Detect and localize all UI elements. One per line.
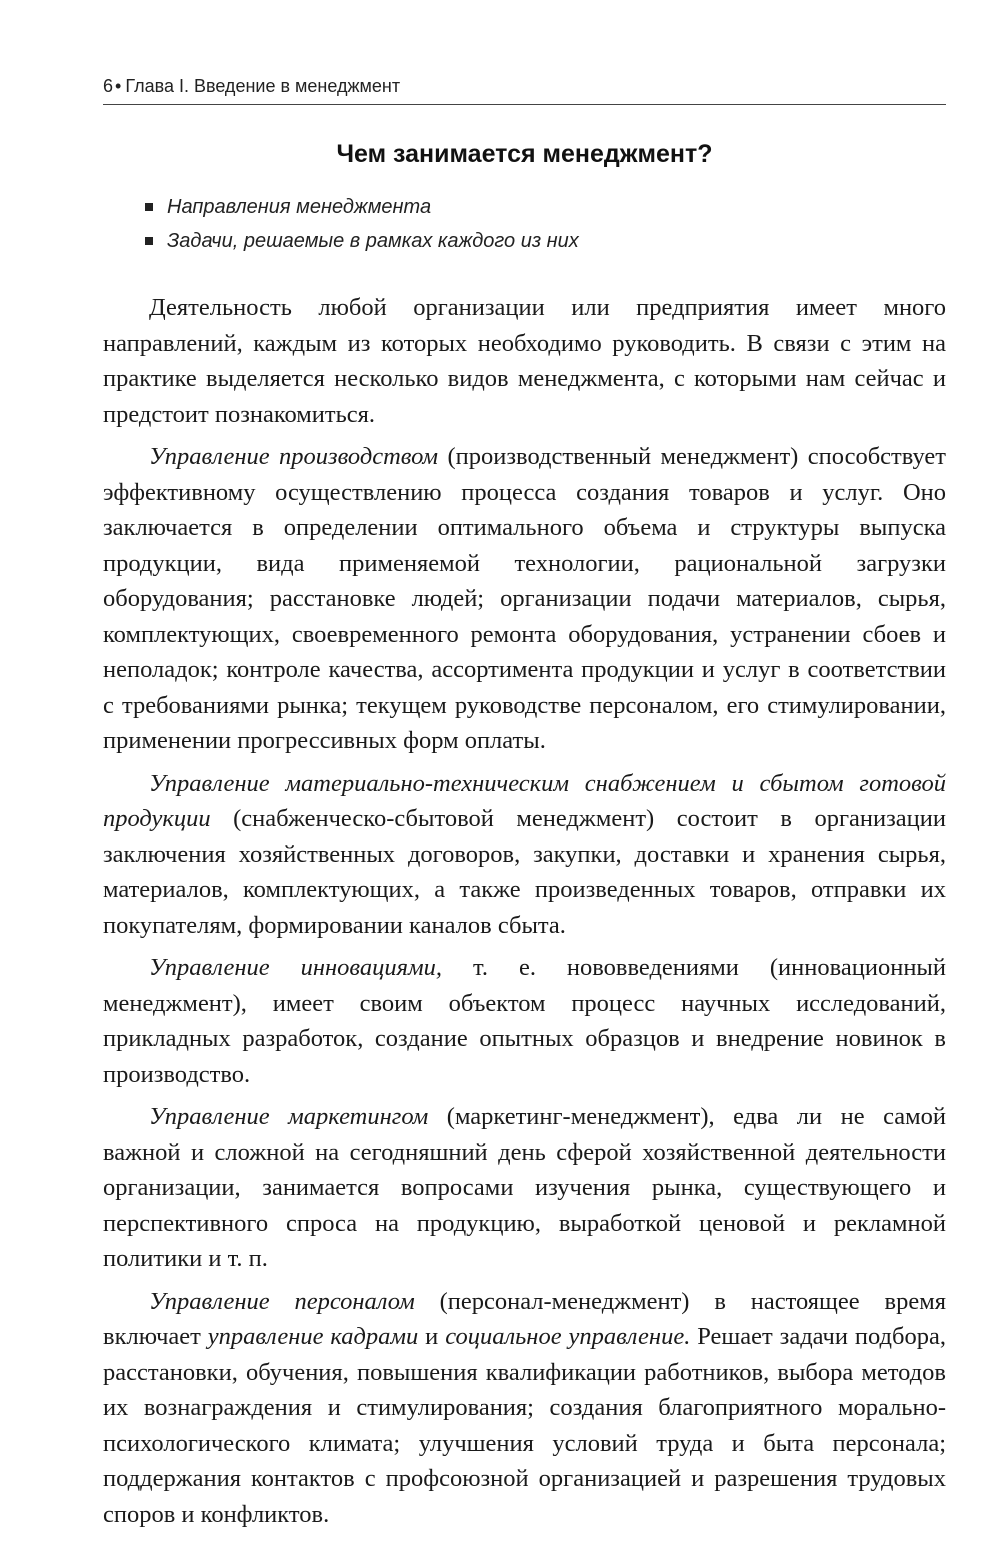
paragraph-personnel [103,1284,946,1533]
topic-item [145,190,579,224]
paragraph-text: (производственный менеджмент) способствует эффективному осуществлению процесса создания товаров и услуг. Оно заключается в определении оптимального объема и структуры выпуска продукции, вида применяемой технологии, рациональной загрузки оборудования; расстановке людей; организации подачи материалов, сырья, комплектующих, своевременного ремонта оборудования, устранении сбоев и неполадок; контроле качества, ассортимента продукции и услуг в соответствии с требованиями рынка; текущем руководстве персоналом, его стимулировании, применении прогрессивных форм оплаты. [103,443,946,754]
paragraph-text: (снабженческо-сбытовой менеджмент) состоит в организации заключения хозяйственных договоров, закупки, доставки и хранения сырья, материалов, комплектующих, а также произведенных товаров, отправки их покупателям, формировании каналов сбыта. [103,805,946,939]
paragraph-innovation [103,950,946,1092]
square-bullet-icon [145,237,153,245]
term-social: социальное управление. [445,1323,691,1350]
paragraph-text: и [418,1323,446,1350]
paragraph-text: Деятельность любой организации или предприятия имеет много направлений, каждым из которых необходимо руководить. В связи с этим на практике выделяется несколько видов менеджмента, с которыми нам сейчас и предстоит познакомиться. [103,294,946,428]
topic-label: Задачи, решаемые в рамках каждого из них [167,230,579,252]
term-production: Управление производством [149,443,439,470]
topic-list [145,190,579,258]
topic-item [145,224,579,258]
term-innovation: Управление инновациями, [149,954,443,981]
paragraph-supply [103,766,946,944]
body-text [103,290,946,1539]
page-number: 6 [103,76,114,96]
term-hr: управление кадрами [207,1323,419,1350]
paragraph-text: Решает задачи подбора, расстановки, обучения, повышения квалификации работников, выбора методов их вознаграждения и стимулирования; создания благоприятного морально-психологического климата; улучшения условий труда и быта персонала; поддержания контактов с профсоюзной организацией и разрешения трудовых споров и конфликтов. [103,1323,946,1528]
paragraph-text: т. е. нововведениями (инновационный менеджмент), имеет своим объектом процесс научных исследований, прикладных разработок, создание опытных образцов и внедрение новинок в производство. [103,954,947,1088]
paragraph-intro [103,290,946,432]
term-marketing: Управление маркетингом [149,1103,429,1130]
term-personnel: Управление персоналом [149,1287,415,1315]
paragraph-text: (маркетинг-менеджмент), едва ли не самой важной и сложной на сегодняшний день сферой хозяйственной деятельности организации, занимается вопросами изучения рынка, существующего и перспективного спроса на продукцию, выработкой ценовой и рекламной политики и т. п. [103,1103,946,1272]
section-title: Чем занимается менеджмент? [336,140,713,168]
running-head [103,74,946,105]
paragraph-marketing [103,1099,946,1277]
paragraph-text: (персонал-менеджмент) в настоящее время включает [103,1287,946,1350]
square-bullet-icon [145,203,153,211]
term-supply: Управление материально-техническим снабжением и сбытом готовой продукции [103,769,946,832]
paragraph-production [103,439,946,759]
topic-label: Направления менеджмента [167,196,432,218]
chapter-title: Глава I. Введение в менеджмент [125,76,401,96]
header-separator: • [115,76,122,96]
